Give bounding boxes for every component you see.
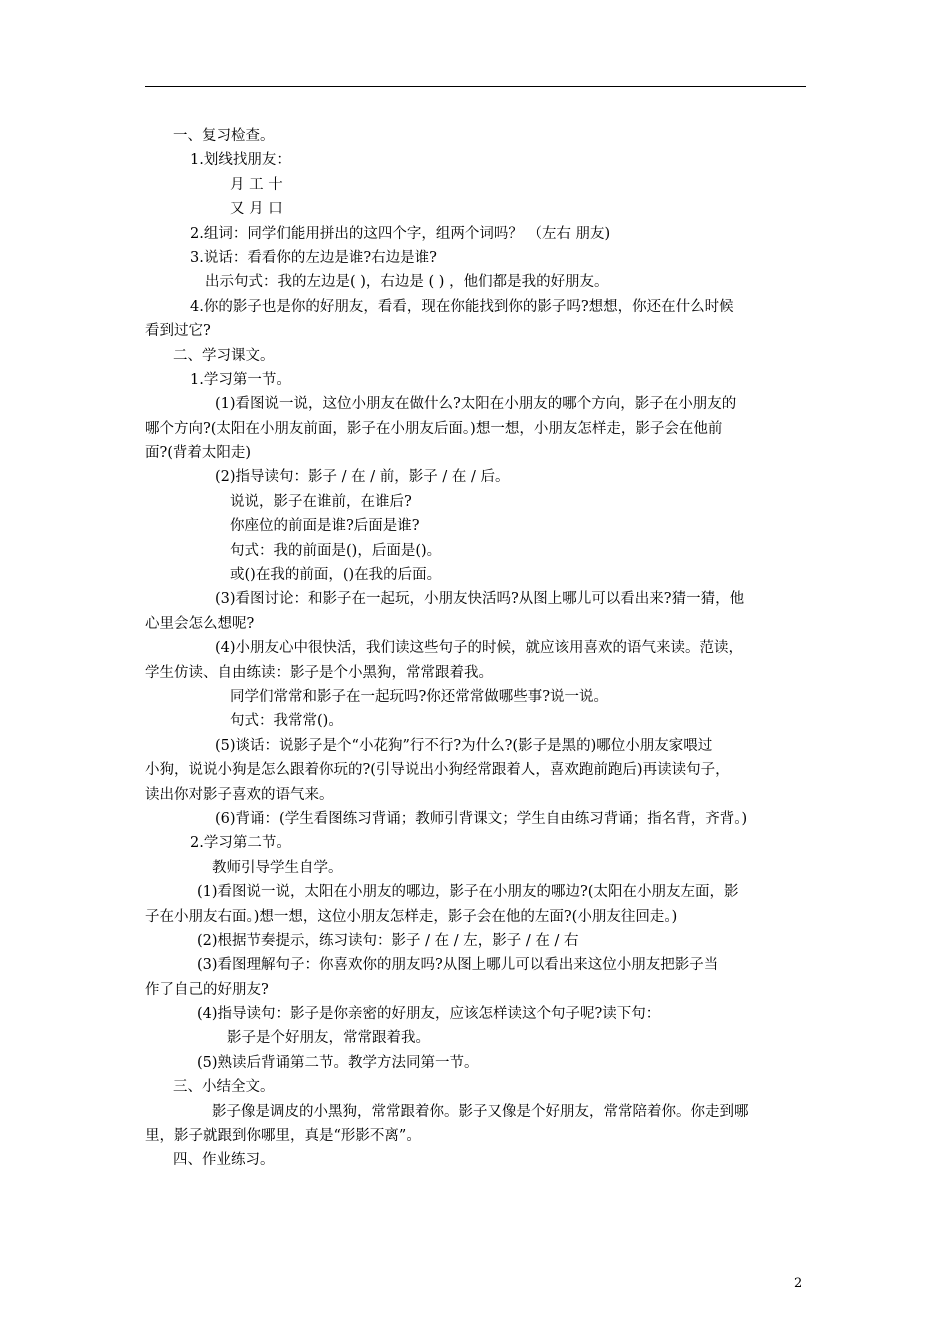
paragraph-line: 学生仿读、自由练读：影子是个小黑狗，常常跟着我。 (145, 664, 493, 681)
paragraph-line: 1.学习第一节。 (190, 371, 291, 388)
section-heading: 一、复习检查。 (173, 128, 275, 144)
header-rule (145, 86, 806, 87)
paragraph-line: 作了自己的好朋友? (145, 981, 269, 998)
section-heading: 三、小结全文。 (173, 1079, 275, 1096)
paragraph-line: 4.你的影子也是你的好朋友，看看，现在你能找到你的影子吗?想想，你还在什么时候 (190, 298, 734, 315)
paragraph-line: 3.说话：看看你的左边是谁?右边是谁? (190, 249, 437, 266)
paragraph-line: (4)小朋友心中很快活，我们读这些句子的时候，就应该用喜欢的语气来读。范读， (215, 640, 744, 657)
paragraph-line: 2.组词：同学们能用拼出的这四个字，组两个词吗？ （左右 朋友) (190, 225, 611, 242)
paragraph-line: 同学们常常和影子在一起玩吗?你还常常做哪些事?说一说。 (230, 688, 609, 705)
paragraph-line: 面?(背着太阳走) (145, 445, 252, 462)
paragraph-line: 你座位的前面是谁?后面是谁? (230, 518, 420, 535)
paragraph-line: (2)指导读句：影子 / 在 / 前，影子 / 在 / 后。 (215, 469, 510, 486)
paragraph-line: 1.划线找朋友： (190, 152, 291, 169)
paragraph-line: 句式：我的前面是()，后面是()。 (230, 542, 442, 559)
page-number: 2 (794, 1276, 803, 1291)
paragraph-line: (5)熟读后背诵第二节。教学方法同第一节。 (197, 1054, 479, 1071)
paragraph-line: 子在小朋友右面。)想一想，这位小朋友怎样走，影子会在他的左面?(小朋友往回走。) (145, 908, 678, 925)
paragraph-line: 小狗，说说小狗是怎么跟着你玩的?(引导说出小狗经常跟着人，喜欢跑前跑后)再读读句子， (145, 762, 730, 779)
paragraph-line: 又 月 口 (230, 201, 283, 218)
section-heading: 四、作业练习。 (173, 1152, 275, 1169)
paragraph-line: 心里会怎么想呢? (145, 615, 255, 632)
paragraph-line: 影子是个好朋友，常常跟着我。 (227, 1030, 430, 1047)
paragraph-line: (5)谈话：说影子是个“小花狗”行不行?为什么?(影子是黑的)哪位小朋友家喂过 (215, 737, 713, 754)
paragraph-line: 影子像是调皮的小黑狗，常常跟着你。影子又像是个好朋友，常常陪着你。你走到哪 (212, 1103, 749, 1120)
paragraph-line: (3)看图理解句子：你喜欢你的朋友吗?从图上哪儿可以看出来这位小朋友把影子当 (197, 957, 719, 974)
paragraph-line: 里，影子就跟到你哪里，真是“形影不离”。 (145, 1128, 421, 1145)
paragraph-line: 教师引导学生自学。 (212, 859, 343, 876)
paragraph-line: (6)背诵：(学生看图练习背诵；教师引背课文；学生自由练习背诵；指名背，齐背。) (215, 810, 748, 827)
paragraph-line: (2)根据节奏提示，练习读句：影子 / 在 / 左，影子 / 在 / 右 (197, 932, 579, 949)
paragraph-line: 2.学习第二节。 (190, 835, 291, 852)
paragraph-line: (4)指导读句：影子是你亲密的好朋友，应该怎样读这个句子呢?读下句： (197, 1006, 661, 1023)
paragraph-line: 句式：我常常()。 (230, 713, 343, 730)
section-heading: 二、学习课文。 (173, 347, 275, 364)
document-body (145, 124, 806, 1173)
paragraph-line: 哪个方向?(太阳在小朋友前面，影子在小朋友后面。)想一想，小朋友怎样走，影子会在他前 (145, 420, 723, 437)
paragraph-line: 出示句式：我的左边是( )，右边是 ( ) ，他们都是我的好朋友。 (205, 274, 609, 291)
paragraph-line: 或()在我的前面，()在我的后面。 (230, 567, 442, 584)
paragraph-line: 月 工 十 (230, 176, 283, 193)
paragraph-line: 说说，影子在谁前，在谁后? (230, 493, 412, 510)
paragraph-line: (1)看图说一说，这位小朋友在做什么?太阳在小朋友的哪个方向，影子在小朋友的 (215, 396, 737, 413)
paragraph-line: (1)看图说一说，太阳在小朋友的哪边，影子在小朋友的哪边?(太阳在小朋友左面，影 (197, 884, 739, 901)
paragraph-line: 看到过它? (145, 323, 211, 340)
paragraph-line: 读出你对影子喜欢的语气来。 (145, 786, 334, 803)
paragraph-line: (3)看图讨论：和影子在一起玩，小朋友快活吗?从图上哪儿可以看出来?猜一猜，他 (215, 591, 745, 608)
